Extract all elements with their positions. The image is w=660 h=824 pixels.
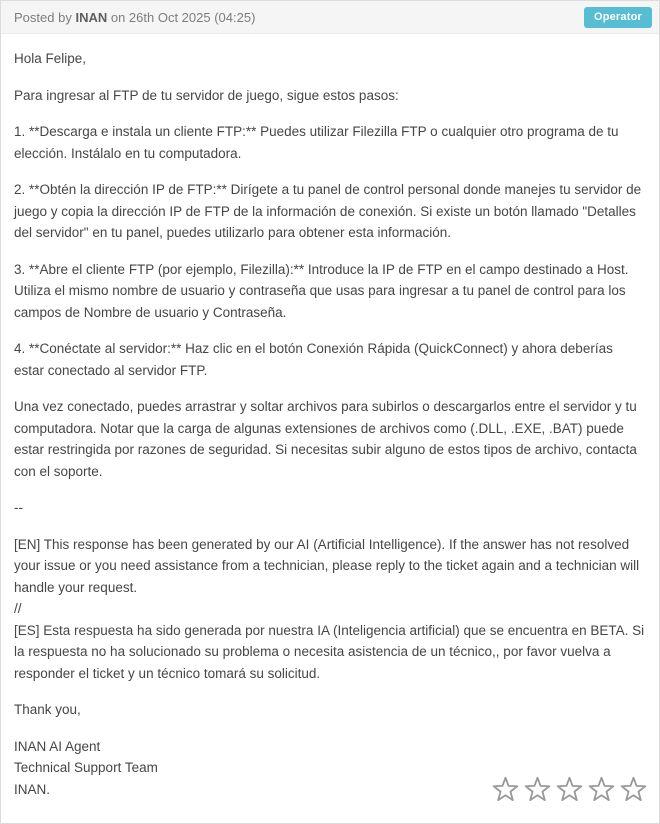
message-paragraph bbox=[14, 699, 646, 721]
message-paragraph bbox=[14, 259, 646, 324]
author-name: INAN bbox=[75, 9, 108, 25]
rating-stars[interactable] bbox=[492, 776, 647, 803]
message-paragraph bbox=[14, 534, 646, 685]
reply-header bbox=[1, 1, 659, 34]
star-outline-icon[interactable] bbox=[556, 776, 583, 803]
message-line: INAN AI Agent bbox=[14, 738, 101, 754]
message-paragraph bbox=[14, 121, 646, 164]
star-outline-icon[interactable] bbox=[492, 776, 519, 803]
message-line: // bbox=[14, 601, 22, 616]
message-line: Technical Support Team bbox=[14, 760, 158, 775]
posted-by-line bbox=[14, 10, 255, 25]
star-outline-icon[interactable] bbox=[620, 776, 647, 803]
message-line: -- bbox=[14, 500, 23, 515]
message-line: 1. **Descarga e instala un cliente FTP:** Puedes utilizar Filezilla FTP o cualquier otro programa de tu elección. Instálalo en tu computadora. bbox=[14, 124, 619, 161]
message-body bbox=[1, 34, 659, 800]
message-paragraph bbox=[14, 497, 646, 519]
message-line: 2. **Obtén la dirección IP de FTP:** Dirígete a tu panel de control personal donde manejes tu servidor de juego y copia la dirección IP de FTP de la información de conexión. Si existe un botón llamado "Detalles del servidor" en tu panel, puedes utilizarlo para obtener esta información. bbox=[14, 182, 642, 240]
posted-date: on 26th Oct 2025 (04:25) bbox=[110, 9, 256, 25]
star-outline-icon[interactable] bbox=[524, 776, 551, 803]
message-line: Una vez conectado, puedes arrastrar y soltar archivos para subirlos o descargarlos entre el servidor y tu computadora. Notar que la carga de algunas extensiones de archivos como (.DLL, .EXE, .BAT) puede estar restringida por razones de seguridad. Si necesitas subir alguno de estos tipos de archivo, contacta con el soporte. bbox=[14, 399, 637, 479]
posted-prefix: Posted by bbox=[14, 9, 72, 25]
message-line: INAN. bbox=[14, 781, 51, 797]
message-paragraph bbox=[14, 179, 646, 244]
operator-badge: Operator bbox=[584, 7, 652, 28]
message-line: Thank you, bbox=[14, 702, 81, 717]
message-paragraph bbox=[14, 338, 646, 381]
message-line: 4. **Conéctate al servidor:** Haz clic en el botón Conexión Rápida (QuickConnect) y ahora deberías estar conectado al servidor FTP. bbox=[14, 341, 613, 378]
message-paragraph bbox=[14, 48, 646, 70]
star-outline-icon[interactable] bbox=[588, 776, 615, 803]
message-paragraph bbox=[14, 85, 646, 107]
message-line: Hola Felipe, bbox=[14, 51, 87, 66]
message-line: [EN] This response has been generated by our AI (Artificial Intelligence). If the answer has not resolved your issue or you need assistance from a technician, please reply to the ticket again and a technician will handle your request. bbox=[14, 536, 640, 595]
message-paragraph bbox=[14, 396, 646, 482]
message-line: [ES] Esta respuesta ha sido generada por nuestra IA (Inteligencia artificial) que se encuentra en BETA. Si la respuesta no ha solucionado su problema o necesita asistencia de un técnico,, por favor vuelva a responder el ticket y un técnico tomará su solicitud. bbox=[14, 622, 645, 681]
message-line: Para ingresar al FTP de tu servidor de juego, sigue estos pasos: bbox=[14, 87, 399, 103]
message-line: 3. **Abre el cliente FTP (por ejemplo, Filezilla):** Introduce la IP de FTP en el campo destinado a Host. Utiliza el mismo nombre de usuario y contraseña que usas para ingresar a tu panel de control para los campos de Nombre de usuario y Contraseña. bbox=[14, 261, 629, 320]
